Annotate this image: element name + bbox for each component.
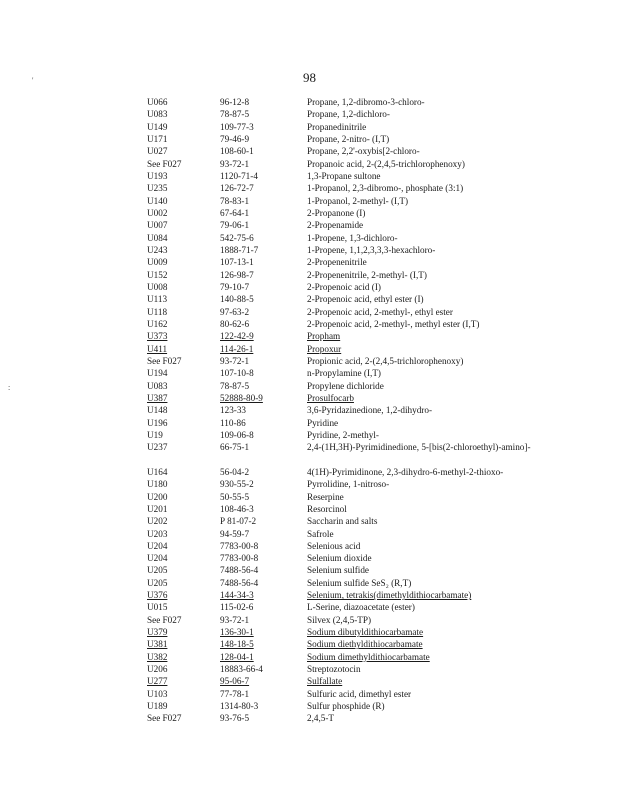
substance-name-cell: Pyrrolidine, 1-nitroso- bbox=[307, 479, 390, 490]
waste-code-cell: U066 bbox=[147, 97, 168, 107]
cas-number-cell: 94-59-7 bbox=[220, 528, 250, 539]
cas-number-cell: 128-04-1 bbox=[220, 651, 254, 662]
cas-number-cell: 110-86 bbox=[220, 417, 246, 428]
substance-name-cell: Propoxur bbox=[307, 343, 342, 354]
cas-number-cell: 115-02-6 bbox=[220, 602, 254, 613]
waste-code-cell: U201 bbox=[147, 503, 168, 514]
cas-number-cell: 542-75-6 bbox=[220, 232, 254, 243]
table-row bbox=[0, 404, 619, 416]
cas-number-cell: 78-87-5 bbox=[220, 380, 250, 391]
cas-number-cell: 109-77-3 bbox=[220, 121, 254, 132]
waste-code-cell: U277 bbox=[147, 676, 168, 687]
page-number: 98 bbox=[303, 70, 316, 85]
waste-code-cell: U084 bbox=[147, 232, 168, 243]
substance-name-cell: Sulfuric acid, dimethyl ester bbox=[307, 688, 412, 699]
substance-name-cell: Selenium, tetrakis(dimethyldithiocarbamate) bbox=[307, 590, 472, 601]
substance-name-cell: Resorcinol bbox=[307, 503, 347, 514]
table-row bbox=[0, 343, 619, 355]
waste-code-cell: U148 bbox=[147, 405, 168, 416]
cas-number-cell: 93-76-5 bbox=[220, 713, 250, 724]
table-row bbox=[0, 503, 619, 515]
table-row bbox=[0, 158, 619, 170]
substance-name-cell: 3,6-Pyridazinedione, 1,2-dihydro- bbox=[307, 405, 433, 416]
cas-number-cell: 7488-56-4 bbox=[220, 577, 259, 588]
cas-number-cell: 93-72-1 bbox=[220, 614, 250, 625]
waste-code-cell: U118 bbox=[147, 306, 168, 317]
substance-name-cell: Propham bbox=[307, 331, 341, 342]
waste-code-cell: U205 bbox=[147, 565, 168, 576]
cas-number-cell: 144-34-3 bbox=[220, 590, 254, 601]
table-row bbox=[0, 170, 619, 182]
table-row bbox=[0, 306, 619, 318]
substance-name-cell: 2-Propenoic acid, 2-methyl-, methyl ester (I,T) bbox=[307, 318, 480, 329]
table-row bbox=[0, 281, 619, 293]
cas-number-cell: 126-72-7 bbox=[220, 183, 254, 194]
table-row bbox=[0, 614, 619, 626]
cas-number-cell: 126-98-7 bbox=[220, 269, 254, 280]
table-row bbox=[0, 589, 619, 601]
substance-name-cell: 1-Propanol, 2,3-dibromo-, phosphate (3:1) bbox=[307, 183, 464, 194]
waste-code-cell: U382 bbox=[147, 651, 168, 662]
cas-number-cell: 97-63-2 bbox=[220, 306, 250, 317]
waste-code-cell: U149 bbox=[147, 121, 168, 132]
substance-name-cell: Pyridine bbox=[307, 417, 339, 428]
substance-name-cell: 1,3-Propane sultone bbox=[307, 170, 381, 181]
table-row bbox=[0, 528, 619, 540]
waste-code-cell: U373 bbox=[147, 331, 168, 342]
table-row bbox=[0, 564, 619, 576]
cas-number-cell: 140-88-5 bbox=[220, 294, 254, 305]
table-row bbox=[0, 256, 619, 268]
cas-number-cell: 7783-00-8 bbox=[220, 540, 259, 551]
cas-number-cell: 77-78-1 bbox=[220, 688, 250, 699]
cas-number-cell: 79-06-1 bbox=[220, 220, 250, 231]
cas-number-cell: 123-33 bbox=[220, 405, 247, 416]
table-row bbox=[0, 367, 619, 379]
substance-name-cell: Sodium dibutyldithiocarbamate bbox=[307, 627, 424, 638]
waste-code-cell: U103 bbox=[147, 688, 168, 699]
substance-name-cell: Propylene dichloride bbox=[307, 380, 384, 391]
substance-name-cell: 2-Propanone (I) bbox=[307, 207, 366, 218]
substance-name-cell: Propane, 1,2-dibromo-3-chloro- bbox=[307, 97, 425, 107]
table-row bbox=[0, 330, 619, 342]
substance-name-cell: 2-Propenoic acid, ethyl ester (I) bbox=[307, 294, 424, 305]
table-row bbox=[0, 491, 619, 503]
table-row bbox=[0, 182, 619, 194]
waste-code-cell: U379 bbox=[147, 627, 168, 638]
waste-code-cell: U235 bbox=[147, 183, 168, 194]
waste-code-cell: U113 bbox=[147, 294, 168, 305]
table-row bbox=[0, 207, 619, 219]
cas-number-cell: 1314-80-3 bbox=[220, 701, 259, 712]
table-row bbox=[0, 145, 619, 157]
cas-number-cell: 80-62-6 bbox=[220, 318, 250, 329]
table-row bbox=[0, 355, 619, 367]
substance-name-cell: Selenium dioxide bbox=[307, 553, 372, 564]
substance-name-cell: Silvex (2,4,5-TP) bbox=[307, 614, 372, 625]
table-row bbox=[0, 688, 619, 700]
table-row bbox=[0, 651, 619, 663]
table-row bbox=[0, 638, 619, 650]
waste-code-cell: U381 bbox=[147, 639, 168, 650]
cas-number-cell: 107-10-8 bbox=[220, 368, 254, 379]
substance-name-cell: 2-Propenamide bbox=[307, 220, 364, 231]
substance-name-cell: Selenium sulfide bbox=[307, 565, 370, 576]
table-row bbox=[0, 293, 619, 305]
cas-number-cell: 1888-71-7 bbox=[220, 244, 259, 255]
waste-code-cell: U202 bbox=[147, 516, 168, 527]
substance-name-cell: 2-Propenenitrile bbox=[307, 257, 367, 268]
waste-code-cell: U203 bbox=[147, 528, 168, 539]
table-row bbox=[0, 552, 619, 564]
substance-name-cell: Sodium diethyldithiocarbamate bbox=[307, 639, 423, 650]
cas-number-cell: 95-06-7 bbox=[220, 676, 250, 687]
substance-name-cell: Selenious acid bbox=[307, 540, 361, 551]
table-row bbox=[0, 133, 619, 145]
table-row bbox=[0, 429, 619, 441]
substance-name-cell: 1-Propanol, 2-methyl- (I,T) bbox=[307, 195, 409, 206]
cas-number-cell: 78-87-5 bbox=[220, 109, 250, 120]
substance-name-cell: 4(1H)-Pyrimidinone, 2,3-dihydro-6-methyl-2-thioxo- bbox=[307, 466, 504, 477]
substance-name-cell: Prosulfocarb bbox=[307, 392, 354, 403]
table-row bbox=[0, 121, 619, 133]
waste-code-cell: U164 bbox=[147, 466, 168, 477]
substance-name-cell: 2,4,5-T bbox=[307, 713, 335, 724]
table-row bbox=[0, 392, 619, 404]
substance-name-cell: Streptozotocin bbox=[307, 664, 361, 675]
cas-number-cell: 7783-00-8 bbox=[220, 553, 259, 564]
cas-number-cell: 108-60-1 bbox=[220, 146, 254, 157]
substance-name-cell: Selenium sulfide SeS₂ (R,T) bbox=[307, 577, 412, 588]
substance-name-cell: L-Serine, diazoacetate (ester) bbox=[307, 602, 415, 613]
table-row bbox=[0, 244, 619, 256]
substance-name-cell: Propane, 1,2-dichloro- bbox=[307, 109, 390, 120]
table-row bbox=[0, 700, 619, 712]
cas-number-cell: 66-75-1 bbox=[220, 442, 250, 453]
table-row bbox=[0, 219, 619, 231]
table-row bbox=[0, 417, 619, 429]
table-row bbox=[0, 515, 619, 527]
waste-code-cell: U200 bbox=[147, 491, 168, 502]
waste-code-cell: U387 bbox=[147, 392, 168, 403]
waste-code-cell: U083 bbox=[147, 380, 168, 391]
table-row bbox=[0, 466, 619, 478]
substance-name-cell: 2,4-(1H,3H)-Pyrimidinedione, 5-[bis(2-chloroethyl)-amino]- bbox=[307, 442, 531, 453]
waste-code-cell: U196 bbox=[147, 417, 168, 428]
substance-name-cell: Propane, 2,2'-oxybis[2-chloro- bbox=[307, 146, 420, 157]
cas-number-cell: 136-30-1 bbox=[220, 627, 254, 638]
table-row bbox=[0, 380, 619, 392]
substance-name-cell: 1-Propene, 1,3-dichloro- bbox=[307, 232, 398, 243]
cas-number-cell: 114-26-1 bbox=[220, 343, 254, 354]
waste-code-cell: U140 bbox=[147, 195, 168, 206]
waste-code-cell: U411 bbox=[147, 343, 168, 354]
waste-code-cell: U189 bbox=[147, 701, 168, 712]
waste-code-cell: See F027 bbox=[147, 614, 182, 625]
cas-number-cell: P 81-07-2 bbox=[220, 516, 257, 527]
cas-number-cell: 7488-56-4 bbox=[220, 565, 259, 576]
substance-name-cell: Sodium dimethyldithiocarbamate bbox=[307, 651, 430, 662]
table-row bbox=[0, 195, 619, 207]
cas-number-cell: 93-72-1 bbox=[220, 355, 250, 366]
table-row bbox=[0, 441, 619, 466]
waste-code-cell: U152 bbox=[147, 269, 168, 280]
table-row bbox=[0, 712, 619, 724]
substance-name-cell: Safrole bbox=[307, 528, 334, 539]
waste-code-cell: U083 bbox=[147, 109, 168, 120]
table-row bbox=[0, 478, 619, 490]
hazardous-waste-table bbox=[0, 96, 619, 725]
table-row bbox=[0, 318, 619, 330]
waste-code-cell: U007 bbox=[147, 220, 168, 231]
substance-name-cell: Saccharin and salts bbox=[307, 516, 378, 527]
substance-name-cell: Propanedinitrile bbox=[307, 121, 367, 132]
table-row bbox=[0, 675, 619, 687]
cas-number-cell: 122-42-9 bbox=[220, 331, 254, 342]
waste-code-cell: U162 bbox=[147, 318, 168, 329]
waste-code-cell: U376 bbox=[147, 590, 168, 601]
waste-code-cell: U19 bbox=[147, 429, 163, 440]
cas-number-cell: 109-06-8 bbox=[220, 429, 254, 440]
cas-number-cell: 930-55-2 bbox=[220, 479, 254, 490]
waste-code-cell: See F027 bbox=[147, 713, 182, 724]
table-row bbox=[0, 108, 619, 120]
waste-code-cell: U008 bbox=[147, 281, 168, 292]
substance-name-cell: Propanoic acid, 2-(2,4,5-trichlorophenoxy) bbox=[307, 158, 465, 169]
table-row bbox=[0, 269, 619, 281]
cas-number-cell: 96-12-8 bbox=[220, 97, 250, 107]
table-row bbox=[0, 577, 619, 589]
table-row bbox=[0, 540, 619, 552]
cas-number-cell: 148-18-5 bbox=[220, 639, 254, 650]
waste-code-cell: U194 bbox=[147, 368, 168, 379]
substance-name-cell: 2-Propenoic acid, 2-methyl-, ethyl ester bbox=[307, 306, 453, 317]
waste-code-cell: U027 bbox=[147, 146, 168, 157]
cas-number-cell: 1120-71-4 bbox=[220, 170, 258, 181]
substance-name-cell: n-Propylamine (I,T) bbox=[307, 368, 381, 379]
waste-code-cell: U193 bbox=[147, 170, 168, 181]
waste-code-cell: U204 bbox=[147, 553, 168, 564]
waste-code-cell: U206 bbox=[147, 664, 168, 675]
waste-code-cell: U180 bbox=[147, 479, 168, 490]
table-row bbox=[0, 626, 619, 638]
substance-name-cell: Reserpine bbox=[307, 491, 344, 502]
substance-name-cell: Pyridine, 2-methyl- bbox=[307, 429, 379, 440]
substance-name-cell: 1-Propene, 1,1,2,3,3,3-hexachloro- bbox=[307, 244, 436, 255]
substance-name-cell: Propane, 2-nitro- (I,T) bbox=[307, 133, 390, 144]
waste-code-cell: U015 bbox=[147, 602, 168, 613]
cas-number-cell: 18883-66-4 bbox=[220, 664, 263, 675]
waste-code-cell: U009 bbox=[147, 257, 168, 268]
cas-number-cell: 108-46-3 bbox=[220, 503, 254, 514]
substance-name-cell: 2-Propenoic acid (I) bbox=[307, 281, 381, 292]
waste-code-cell: U205 bbox=[147, 577, 168, 588]
table-row bbox=[0, 96, 619, 108]
cas-number-cell: 50-55-5 bbox=[220, 491, 250, 502]
cas-number-cell: 52888-80-9 bbox=[220, 392, 263, 403]
substance-name-cell: Sulfur phosphide (R) bbox=[307, 701, 385, 712]
cas-number-cell: 79-46-9 bbox=[220, 133, 250, 144]
substance-name-cell: 2-Propenenitrile, 2-methyl- (I,T) bbox=[307, 269, 427, 280]
substance-name-cell: Propionic acid, 2-(2,4,5-trichlorophenoxy) bbox=[307, 355, 464, 366]
table-row bbox=[0, 232, 619, 244]
waste-code-cell: See F027 bbox=[147, 158, 182, 169]
scan-speck: ' bbox=[32, 76, 34, 85]
cas-number-cell: 107-13-1 bbox=[220, 257, 254, 268]
cas-number-cell: 79-10-7 bbox=[220, 281, 250, 292]
cas-number-cell: 78-83-1 bbox=[220, 195, 250, 206]
waste-code-cell: See F027 bbox=[147, 355, 182, 366]
waste-code-cell: U237 bbox=[147, 442, 168, 453]
substance-name-cell: Sulfallate bbox=[307, 676, 343, 687]
waste-code-cell: U243 bbox=[147, 244, 168, 255]
waste-code-cell: U204 bbox=[147, 540, 168, 551]
waste-code-cell: U171 bbox=[147, 133, 168, 144]
scan-speck: : bbox=[8, 383, 11, 392]
cas-number-cell: 93-72-1 bbox=[220, 158, 250, 169]
cas-number-cell: 67-64-1 bbox=[220, 207, 250, 218]
table-row bbox=[0, 663, 619, 675]
waste-code-cell: U002 bbox=[147, 207, 168, 218]
cas-number-cell: 56-04-2 bbox=[220, 466, 250, 477]
table-row bbox=[0, 601, 619, 613]
